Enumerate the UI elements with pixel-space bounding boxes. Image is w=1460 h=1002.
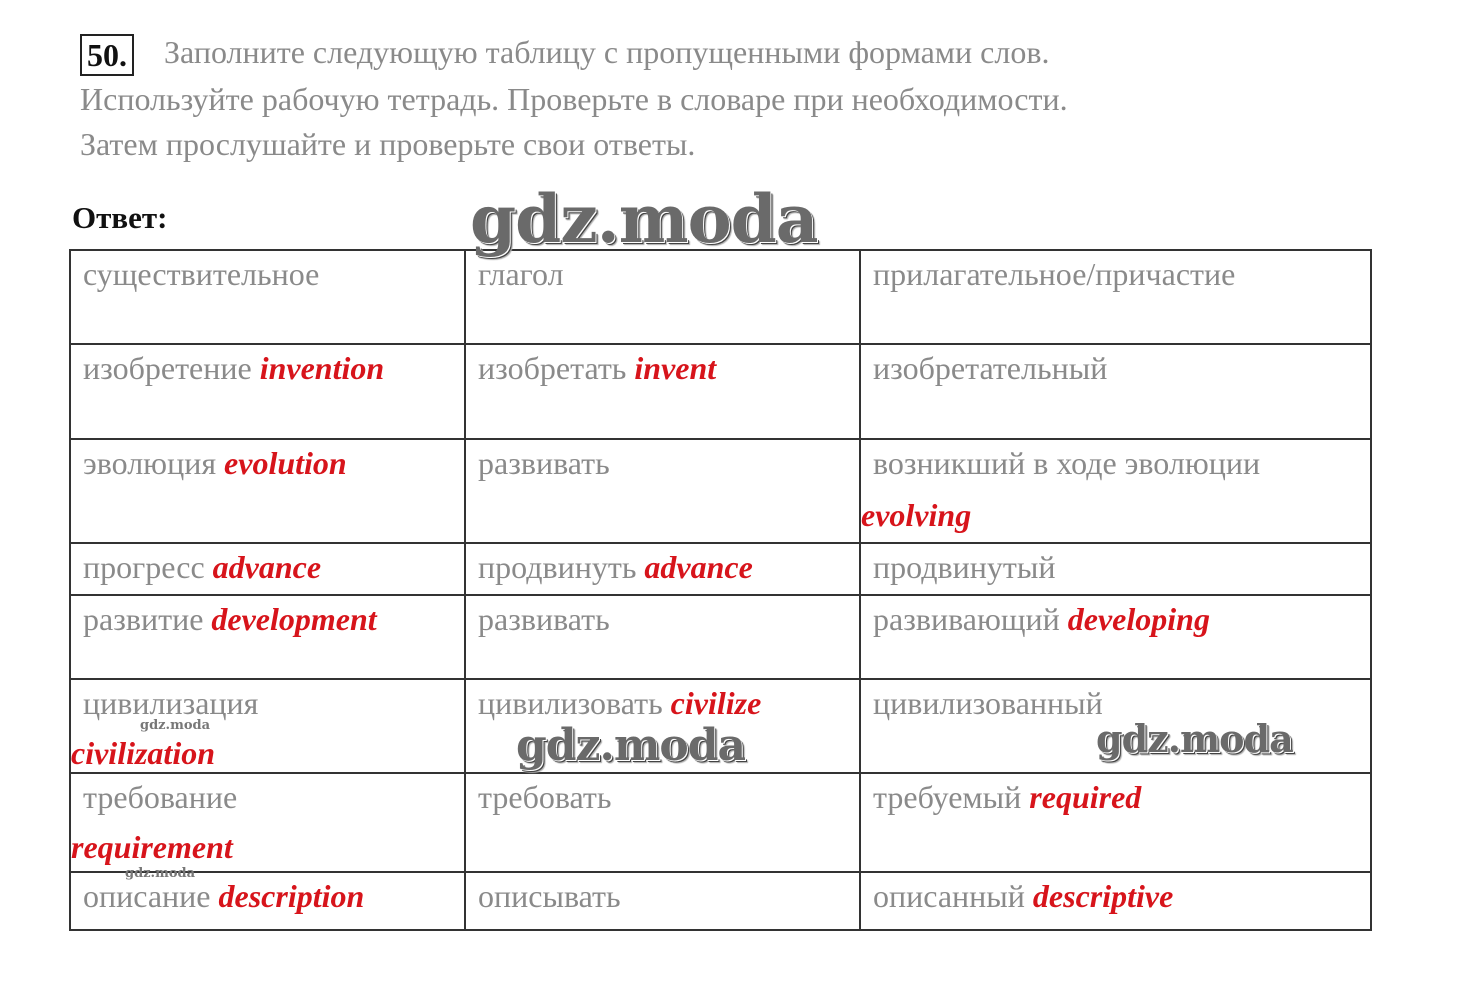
watermark-logo: gdz.moda <box>470 180 818 258</box>
english-answer: description <box>218 878 365 914</box>
russian-word: продвинуть <box>478 549 637 585</box>
adjective-cell <box>860 872 1371 930</box>
russian-word: цивилизовать <box>478 685 663 721</box>
verb-cell <box>465 439 860 543</box>
task-line-3: Затем прослушайте и проверьте свои ответы. <box>80 126 696 162</box>
noun-cell <box>70 773 465 872</box>
header-noun: существительное <box>70 250 465 344</box>
task-line-1: Заполните следующую таблицу с пропущенными формами слов. <box>164 34 1050 70</box>
russian-word: требование <box>83 779 238 815</box>
table-row <box>70 773 1371 872</box>
adjective-cell <box>860 595 1371 679</box>
watermark-logo: gdz.moda <box>516 720 746 771</box>
russian-word: эволюция <box>83 445 217 481</box>
table-row <box>70 439 1371 543</box>
english-answer: invention <box>259 350 385 386</box>
table-row <box>70 344 1371 439</box>
table-row <box>70 595 1371 679</box>
russian-word: развивать <box>478 445 610 481</box>
verb-cell <box>465 543 860 595</box>
russian-word: требуемый <box>873 779 1022 815</box>
russian-word: цивилизованный <box>873 685 1103 721</box>
noun-cell <box>70 543 465 595</box>
table-row <box>70 543 1371 595</box>
adjective-cell <box>860 344 1371 439</box>
russian-word: изобретать <box>478 350 627 386</box>
russian-word: развивающий <box>873 601 1060 637</box>
noun-cell <box>70 344 465 439</box>
english-answer: civilize <box>670 685 762 721</box>
english-answer: advance <box>212 549 322 585</box>
noun-cell <box>70 439 465 543</box>
russian-word: возникший в ходе эволюции <box>873 445 1261 481</box>
noun-cell <box>70 595 465 679</box>
english-answer: requirement <box>71 829 233 865</box>
russian-word: описанный <box>873 878 1025 914</box>
english-answer: required <box>1029 779 1142 815</box>
verb-cell <box>465 595 860 679</box>
russian-word: прогресс <box>83 549 205 585</box>
adjective-cell <box>860 439 1371 543</box>
task-line-2: Используйте рабочую тетрадь. Проверьте в словаре при необходимости. <box>80 81 1068 117</box>
verb-cell <box>465 872 860 930</box>
watermark-logo: gdz.moda <box>1096 716 1293 761</box>
english-answer: developing <box>1067 601 1210 637</box>
adjective-cell <box>860 543 1371 595</box>
russian-word: изобретательный <box>873 350 1108 386</box>
table-header-row <box>70 250 1371 344</box>
header-verb: глагол <box>465 250 860 344</box>
english-answer: invent <box>634 350 717 386</box>
verb-cell <box>465 773 860 872</box>
russian-word: описывать <box>478 878 621 914</box>
russian-word: продвинутый <box>873 549 1056 585</box>
english-answer: evolving <box>861 497 972 533</box>
english-answer: development <box>211 601 377 637</box>
english-answer: descriptive <box>1032 878 1174 914</box>
russian-word: изобретение <box>83 350 252 386</box>
english-answer: advance <box>644 549 753 585</box>
verb-cell <box>465 344 860 439</box>
header-adjective: прилагательное/причастие <box>860 250 1371 344</box>
answer-label: Ответ: <box>72 200 168 235</box>
adjective-cell <box>860 773 1371 872</box>
russian-word: цивилизация <box>83 685 259 721</box>
english-answer: evolution <box>224 445 347 481</box>
word-forms-table <box>69 249 1372 931</box>
watermark-small: gdz.moda <box>125 866 196 881</box>
russian-word: описание <box>83 878 211 914</box>
watermark-small: gdz.moda <box>140 718 211 733</box>
russian-word: требовать <box>478 779 612 815</box>
noun-cell <box>70 679 465 773</box>
russian-word: развивать <box>478 601 610 637</box>
task-number: 50. <box>80 34 134 76</box>
table-row <box>70 872 1371 930</box>
russian-word: развитие <box>83 601 204 637</box>
english-answer: civilization <box>71 735 215 771</box>
